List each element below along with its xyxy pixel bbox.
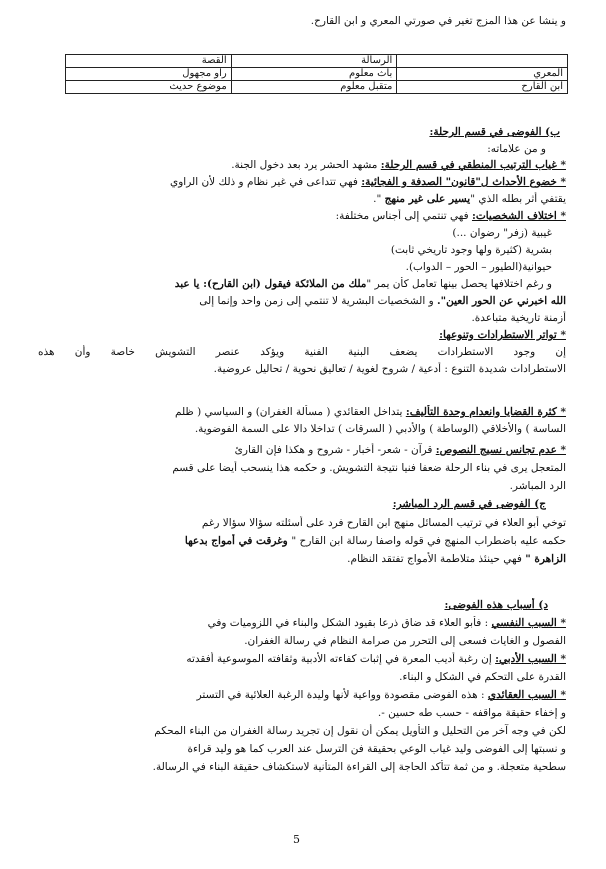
bold-lead: * السبب الأدبي: <box>495 653 566 665</box>
paragraph-line: أزمنة تاريخية متباعدة. <box>471 312 566 324</box>
table-header-cell <box>397 55 568 68</box>
table-cell: متقبل معلوم <box>231 81 397 94</box>
list-item: غيبية (زفر" رضوان ...) <box>452 227 552 239</box>
table-cell: ابن القارح <box>397 81 568 94</box>
paragraph-line: لكن في وجه آخر من التحليل و التأويل يمكن أن نقول إن تجريد رسالة الغفران من البناء المحكم <box>154 725 566 737</box>
paragraph-line: * غياب الترتيب المنطقي في قسم الرحلة: مشهد الحشر يرد بعد دخول الجنة. <box>231 159 566 171</box>
section-d-title: د) أسباب هذه الفوضى: <box>444 599 548 611</box>
intro-line: و ينشا عن هذا المزج تغير في صورتي المعري و ابن القارح. <box>310 15 566 27</box>
paragraph-line: و رغم اختلافها يحصل بينها تعامل كأن يمر "ملك من الملائكة فيقول (ابن القارح): يا عبد <box>174 278 552 290</box>
paragraph-line: و إخفاء حقيقة مواقفه - حسب طه حسين -. <box>377 707 566 719</box>
section-b-title: ب) الفوضى في قسم الرحلة: <box>429 126 560 138</box>
bold-lead: * عدم تجانس نسيج النصوص: <box>435 444 566 456</box>
paragraph-line: و نسبتها إلى الفوضى وليد غياب الوعي بحقيقة فن الترسل عند العرب كما هو وليد قراءة <box>187 743 566 755</box>
bold-lead: * غياب الترتيب المنطقي في قسم الرحلة: <box>380 159 566 171</box>
paragraph-line: * اختلاف الشخصيات: فهي تنتمي إلى أجناس مختلفة: <box>335 210 566 222</box>
table-row <box>66 81 568 94</box>
table-cell: باث معلوم <box>231 68 397 81</box>
paragraph-line: الفصول و الغايات فسعى إلى التحرر من صرامة النظام في رسالة الغفران. <box>244 635 566 647</box>
table-cell: المعري <box>397 68 568 81</box>
section-b-subtitle: و من علاماته: <box>487 143 546 155</box>
bold-lead: * اختلاف الشخصيات: <box>471 210 566 222</box>
list-item: حيوانية(الطيور – الحور – الدواب). <box>405 261 552 273</box>
comparison-table <box>65 54 568 94</box>
paragraph-line: * السبب الأدبي: إن رغبة أديب المعرة في إثبات كفاءته الأدبية وثقافته الموسوعية أفقدته <box>186 653 566 665</box>
paragraph-line: إن وجود الاستطرادات يضعف البنية الفنية ويؤكد عنصر التشويش خاصة وأن هذه <box>38 346 566 358</box>
bold-lead: * السبب العقائدي <box>487 689 566 701</box>
table-cell: راو مجهول <box>66 68 232 81</box>
paragraph-line: الزاهرة " فهي حينئذ متلاطمة الأمواج تفتقد النظام. <box>347 553 566 565</box>
paragraph-line: * خضوع الأحداث ل"قانون" الصدفة و الفجائية: فهي تتداعى في غير نظام و ذلك لأن الراوي <box>170 176 566 188</box>
paragraph-line: الرد المباشر. <box>509 480 566 492</box>
paragraph-line: سطحية متعجلة. و من ثمة تتأكد الحاجة إلى القراءة المتأنية لاستكشاف حقيقة البناء في الرسالة. <box>152 761 566 773</box>
paragraph-line: الله اخبرني عن الحور العين". و الشخصيات البشرية لا تنتمي إلى زمن واحد وإنما إلى <box>199 295 566 307</box>
paragraph-line: * السبب العقائدي : هذه الفوضى مقصودة وواعية لأنها وليدة الرغبة العلائية في التستر <box>196 689 566 701</box>
table-row <box>66 68 568 81</box>
paragraph-line: يقتفي أثر بطله الذي "يسير على غير منهج ". <box>373 193 566 205</box>
paragraph-line: المتعجل يرى في بناء الرحلة ضعفا فنيا نتيجة التشويش. و حكمه هذا ينسحب أيضا على قسم <box>172 462 566 474</box>
table-header-cell: الرسالة <box>231 55 397 68</box>
table-header-cell: القصة <box>66 55 232 68</box>
paragraph-line: توخي أبو العلاء في ترتيب المسائل منهج ابن القارح فرد على أسئلته سؤالا سؤالا رغم <box>201 517 566 529</box>
section-c-title: ج) الفوضى في قسم الرد المباشر: <box>392 498 546 510</box>
list-item: بشرية (كثيرة ولها وجود تاريخي ثابت) <box>390 244 552 256</box>
page-number: 5 <box>293 833 300 846</box>
paragraph-line: * السبب النفسي : فأبو العلاء قد ضاق ذرعا بقيود الشكل والبناء في اللزوميات وفي <box>207 617 566 629</box>
bold-lead: * خضوع الأحداث ل"قانون" الصدفة و الفجائية: <box>361 176 566 188</box>
paragraph-line: حكمه عليه باضطراب المنهج في قوله واصفا رسالة ابن القارح " وغرقت في أمواج بدعها <box>184 535 566 547</box>
bold-lead: * تواتر الاستطرادات وتنوعها: <box>439 329 566 341</box>
paragraph-line: * عدم تجانس نسيج النصوص: قرآن - شعر- أخبار - شروح و هكذا فإن القارئ <box>234 444 566 456</box>
paragraph-line: الساسة ) والأخلاقي (الوساطة ) والأدبي ( السرقات ) تداخلا دالا على السمة الفوضوية. <box>194 423 566 435</box>
bold-lead: * السبب النفسي <box>491 617 566 629</box>
paragraph-line: * كثرة القضايا وانعدام وحدة التأليف: يتداخل العقائدي ( مسألة الغفران) و السياسي ( ظلم <box>174 406 566 418</box>
table-cell: موضوع حديث <box>66 81 232 94</box>
paragraph-line: القدرة على التحكم في الشكل و البناء. <box>399 671 566 683</box>
table-header-row <box>66 55 568 68</box>
bold-lead: * كثرة القضايا وانعدام وحدة التأليف: <box>405 406 566 418</box>
paragraph-line: الاستطرادات شديدة التنوع : أدعية / شروح لغوية / تعاليق نحوية / تحاليل عروضية. <box>213 363 566 375</box>
